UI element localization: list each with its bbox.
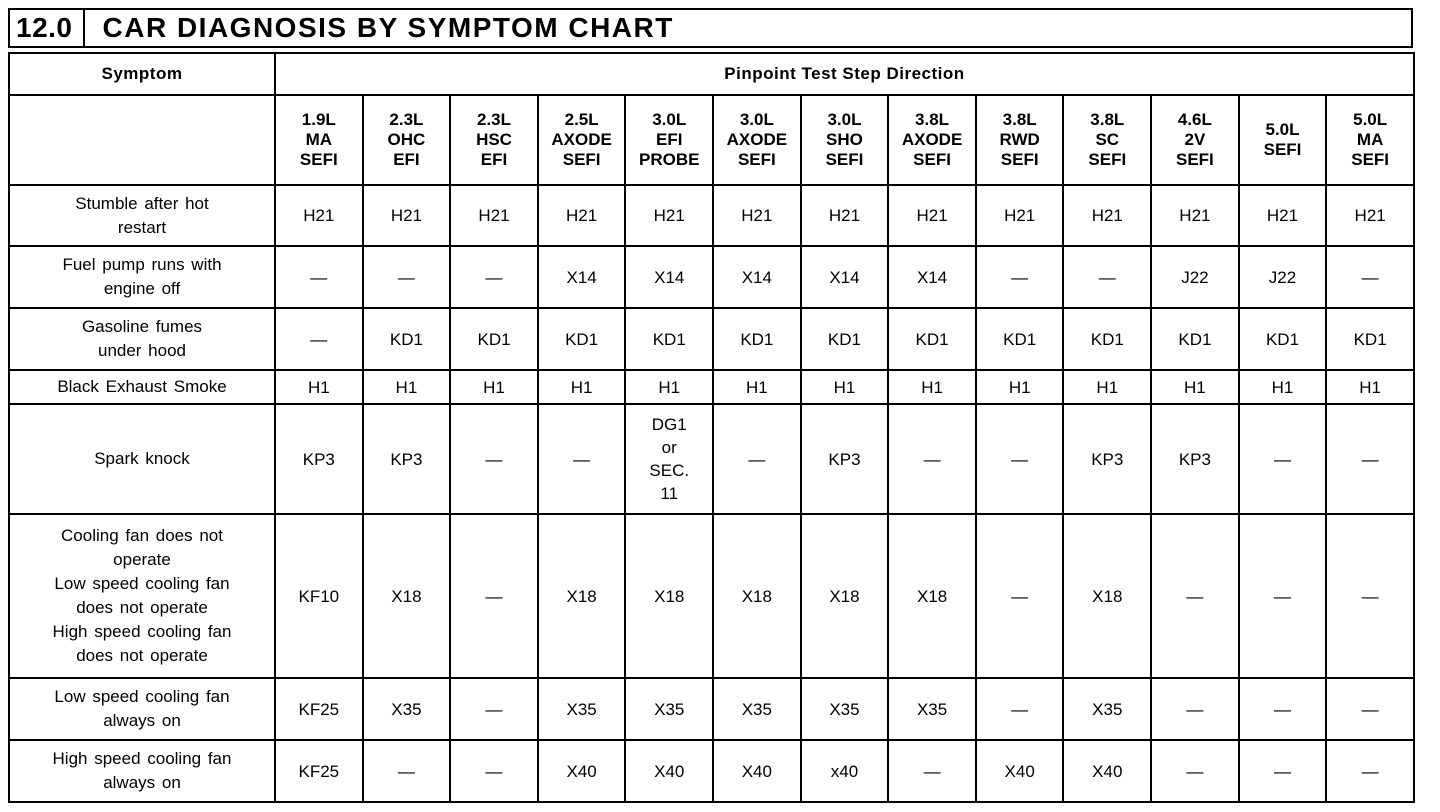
- test-step-cell: [363, 514, 451, 678]
- table-row: [9, 308, 1414, 370]
- test-step-value: H1: [658, 377, 681, 397]
- test-step-value: H21: [741, 206, 773, 225]
- test-step-cell: [275, 740, 363, 802]
- test-step-value: —: [1186, 761, 1204, 781]
- test-step-value: X40: [566, 761, 597, 781]
- test-step-value: X14: [829, 267, 860, 287]
- test-step-cell: [1063, 740, 1151, 802]
- test-step-value: H1: [1096, 377, 1119, 397]
- test-step-cell: [538, 740, 626, 802]
- test-step-value: —: [1274, 586, 1291, 606]
- test-step-cell: [1239, 185, 1327, 246]
- test-step-value: —: [1011, 699, 1029, 719]
- engine-header: [1151, 95, 1239, 185]
- test-step-cell: [275, 514, 363, 678]
- test-step-value: x40: [830, 761, 859, 781]
- test-step-value: H21: [1004, 206, 1036, 225]
- test-step-cell: [538, 404, 626, 514]
- engine-label: 1.9L MA SEFI: [299, 110, 338, 169]
- test-step-value: X35: [1092, 699, 1123, 719]
- test-step-cell: [1326, 678, 1414, 740]
- engine-header: [363, 95, 451, 185]
- engine-header-row: [9, 95, 1414, 185]
- test-step-cell: [450, 740, 538, 802]
- test-step-value: —: [923, 449, 941, 469]
- test-step-value: X18: [391, 586, 422, 606]
- test-step-cell: [625, 514, 713, 678]
- symptom-text: Low speed cooling fan always on: [54, 687, 230, 730]
- table-row: [9, 404, 1414, 514]
- test-step-cell: [625, 678, 713, 740]
- test-step-cell: [1063, 246, 1151, 308]
- test-step-value: X35: [654, 699, 685, 719]
- test-step-cell: [538, 246, 626, 308]
- test-step-value: H21: [566, 206, 598, 225]
- test-step-cell: [363, 370, 451, 404]
- test-step-cell: [625, 404, 713, 514]
- test-step-cell: [1063, 678, 1151, 740]
- test-step-cell: [976, 678, 1064, 740]
- test-step-value: X18: [1092, 586, 1123, 606]
- symptom-text: Spark knock: [94, 449, 190, 468]
- engine-label: 3.8L SC SEFI: [1088, 110, 1127, 169]
- test-step-cell: [538, 185, 626, 246]
- test-step-value: —: [1361, 586, 1379, 606]
- test-step-value: KD1: [565, 329, 599, 349]
- engine-label: 5.0L MA SEFI: [1351, 110, 1390, 169]
- symptom-cell: [9, 740, 275, 802]
- test-step-value: H21: [653, 206, 685, 225]
- test-step-cell: [363, 308, 451, 370]
- test-step-cell: [1239, 404, 1327, 514]
- test-step-cell: [363, 740, 451, 802]
- test-step-value: X18: [829, 586, 860, 606]
- test-step-cell: [713, 185, 801, 246]
- test-step-value: KD1: [1178, 329, 1212, 349]
- test-step-value: —: [485, 267, 503, 287]
- symptom-cell: [9, 514, 275, 678]
- test-step-value: H1: [307, 377, 330, 397]
- test-step-cell: [1239, 514, 1327, 678]
- test-step-cell: [363, 246, 451, 308]
- test-step-value: H1: [483, 377, 505, 397]
- symptom-cell: [9, 246, 275, 308]
- test-step-cell: [713, 246, 801, 308]
- test-step-value: KP3: [390, 449, 423, 469]
- test-step-cell: [450, 404, 538, 514]
- engine-label: 2.3L OHC EFI: [387, 110, 426, 169]
- symptom-text: High speed cooling fan always on: [52, 749, 232, 792]
- chart-title: CAR DIAGNOSIS BY SYMPTOM CHART: [102, 12, 674, 43]
- engine-label: 3.8L AXODE SEFI: [901, 110, 963, 169]
- test-step-cell: [538, 514, 626, 678]
- test-step-cell: [713, 678, 801, 740]
- test-step-value: X35: [829, 699, 860, 719]
- test-step-cell: [363, 404, 451, 514]
- test-step-cell: [888, 246, 976, 308]
- test-step-cell: [713, 308, 801, 370]
- test-step-value: H21: [303, 206, 335, 225]
- test-step-value: X35: [741, 699, 772, 719]
- test-step-cell: [801, 740, 889, 802]
- test-step-cell: [801, 514, 889, 678]
- test-step-cell: [976, 740, 1064, 802]
- test-step-cell: [1151, 370, 1239, 404]
- test-step-value: H21: [478, 206, 510, 225]
- test-step-value: X40: [1004, 761, 1035, 781]
- engine-header: [713, 95, 801, 185]
- test-step-cell: [538, 308, 626, 370]
- test-step-value: —: [1186, 586, 1204, 606]
- test-step-value: H1: [1359, 377, 1381, 397]
- test-step-cell: [363, 185, 451, 246]
- symptom-text: Stumble after hot restart: [75, 193, 209, 237]
- test-step-value: H21: [828, 206, 861, 225]
- test-step-cell: [888, 185, 976, 246]
- test-step-cell: [1326, 185, 1414, 246]
- test-step-value: —: [748, 449, 766, 469]
- symptom-cell: [9, 308, 275, 370]
- test-step-value: J22: [1181, 267, 1209, 287]
- test-step-cell: [1063, 404, 1151, 514]
- test-step-cell: [888, 514, 976, 678]
- test-step-cell: [450, 308, 538, 370]
- test-step-cell: [450, 678, 538, 740]
- test-step-value: —: [573, 449, 591, 469]
- test-step-cell: [1326, 514, 1414, 678]
- test-step-value: X14: [741, 267, 772, 287]
- test-step-cell: [1063, 185, 1151, 246]
- test-step-cell: [888, 404, 976, 514]
- test-step-cell: [713, 404, 801, 514]
- test-step-value: X18: [566, 586, 597, 606]
- test-step-value: H1: [395, 377, 418, 397]
- engine-header: [1326, 95, 1414, 185]
- symptom-cell: [9, 370, 275, 404]
- test-step-value: H21: [916, 206, 948, 225]
- test-step-value: H1: [1184, 377, 1206, 397]
- test-step-value: —: [485, 586, 503, 606]
- test-step-value: —: [485, 449, 503, 469]
- symptom-text: Fuel pump runs with engine off: [62, 255, 222, 298]
- test-step-cell: [1151, 404, 1239, 514]
- test-step-value: X14: [566, 267, 597, 287]
- table-row: [9, 514, 1414, 678]
- symptom-text: Cooling fan does not operate Low speed cooling fan does not operate High speed cooling fan does not operate: [52, 526, 232, 665]
- test-step-cell: [1239, 678, 1327, 740]
- test-step-value: H21: [1266, 206, 1299, 225]
- engine-header: [888, 95, 976, 185]
- test-step-value: H21: [390, 206, 422, 225]
- test-step-value: —: [1274, 761, 1291, 781]
- test-step-cell: [1326, 308, 1414, 370]
- test-step-value: —: [485, 699, 503, 719]
- test-step-cell: [1151, 185, 1239, 246]
- test-step-value: —: [1098, 267, 1116, 287]
- test-step-cell: [976, 404, 1064, 514]
- engine-header: [1239, 95, 1327, 185]
- test-step-value: H1: [1271, 377, 1294, 397]
- engine-header: [450, 95, 538, 185]
- test-step-cell: [888, 370, 976, 404]
- test-step-value: KD1: [1265, 329, 1300, 349]
- test-step-cell: [1063, 514, 1151, 678]
- test-step-value: H21: [1354, 206, 1386, 225]
- test-step-value: X35: [391, 699, 422, 719]
- test-step-value: KD1: [477, 329, 511, 349]
- test-step-cell: [450, 185, 538, 246]
- test-step-value: X14: [916, 267, 948, 287]
- test-step-value: H1: [1008, 377, 1031, 397]
- test-step-cell: [976, 185, 1064, 246]
- test-step-cell: [801, 308, 889, 370]
- test-step-cell: [1239, 246, 1327, 308]
- test-step-cell: [976, 308, 1064, 370]
- test-step-value: KF25: [298, 761, 340, 781]
- test-step-cell: [450, 246, 538, 308]
- test-step-cell: [713, 370, 801, 404]
- test-step-value: X18: [741, 586, 772, 606]
- test-step-value: H1: [570, 377, 593, 397]
- test-step-value: KD1: [827, 329, 861, 349]
- section-number: 12.0: [10, 10, 85, 46]
- test-step-cell: [1239, 308, 1327, 370]
- test-step-value: X40: [654, 761, 685, 781]
- table-row: [9, 246, 1414, 308]
- test-step-value: —: [310, 329, 328, 349]
- engine-label: 3.0L SHO SEFI: [825, 110, 864, 169]
- test-step-value: —: [1274, 449, 1291, 469]
- test-step-cell: [625, 308, 713, 370]
- test-step-value: —: [1186, 699, 1204, 719]
- test-step-value: H21: [1091, 206, 1123, 225]
- test-step-value: H1: [833, 377, 856, 397]
- test-step-value: —: [485, 761, 503, 781]
- engine-label: 5.0L SEFI: [1263, 120, 1302, 159]
- engine-label: 4.6L 2V SEFI: [1176, 110, 1214, 169]
- test-step-cell: [275, 308, 363, 370]
- test-step-value: —: [1361, 267, 1379, 287]
- table-row: [9, 740, 1414, 802]
- test-step-cell: [275, 370, 363, 404]
- symptom-text: Gasoline fumes under hood: [81, 317, 203, 360]
- test-step-value: KD1: [389, 329, 423, 349]
- test-step-value: KD1: [652, 329, 686, 349]
- test-step-value: KP3: [1178, 449, 1211, 469]
- test-step-value: KD1: [1003, 329, 1037, 349]
- test-step-cell: [275, 404, 363, 514]
- test-step-cell: [976, 514, 1064, 678]
- test-step-cell: [801, 678, 889, 740]
- test-step-cell: [275, 246, 363, 308]
- test-step-cell: [538, 370, 626, 404]
- test-step-value: X35: [916, 699, 948, 719]
- test-step-value: H1: [921, 377, 943, 397]
- test-step-cell: [713, 514, 801, 678]
- engine-label: 3.8L RWD SEFI: [999, 110, 1040, 169]
- engine-header: [801, 95, 889, 185]
- symptom-cell: [9, 404, 275, 514]
- test-step-value: —: [1361, 761, 1379, 781]
- test-step-value: X35: [566, 699, 597, 719]
- engine-header: [976, 95, 1064, 185]
- table-body: [9, 185, 1414, 802]
- test-step-cell: [1326, 370, 1414, 404]
- test-step-cell: [275, 678, 363, 740]
- table-row: [9, 185, 1414, 246]
- test-step-value: X14: [654, 267, 685, 287]
- chart-title-bar: [8, 8, 1413, 48]
- test-step-value: KF25: [298, 699, 340, 719]
- test-step-value: —: [1011, 267, 1029, 287]
- header-row: [9, 53, 1414, 95]
- test-step-cell: [538, 678, 626, 740]
- table-row: [9, 370, 1414, 404]
- engine-label: 3.0L AXODE SEFI: [726, 110, 788, 169]
- test-step-cell: [801, 370, 889, 404]
- engine-header: [625, 95, 713, 185]
- test-step-cell: [713, 740, 801, 802]
- symptom-cell: [9, 185, 275, 246]
- test-step-value: KP3: [828, 449, 861, 469]
- test-step-value: KD1: [1090, 329, 1124, 349]
- test-step-cell: [363, 678, 451, 740]
- test-step-value: —: [1011, 586, 1029, 606]
- test-step-cell: [1326, 404, 1414, 514]
- test-step-value: —: [310, 267, 328, 287]
- test-step-cell: [625, 370, 713, 404]
- test-step-cell: [1326, 740, 1414, 802]
- test-step-value: KP3: [302, 449, 335, 469]
- test-step-value: KD1: [915, 329, 949, 349]
- test-step-value: KD1: [740, 329, 774, 349]
- test-step-value: X40: [741, 761, 772, 781]
- test-step-value: DG1 or SEC. 11: [649, 415, 690, 503]
- engine-header: [1063, 95, 1151, 185]
- test-step-cell: [1239, 370, 1327, 404]
- engine-label: 2.5L AXODE SEFI: [551, 110, 612, 169]
- test-step-cell: [1063, 308, 1151, 370]
- direction-header: Pinpoint Test Step Direction: [275, 53, 1414, 95]
- test-step-value: KP3: [1091, 449, 1124, 469]
- test-step-cell: [625, 246, 713, 308]
- engine-header: [275, 95, 363, 185]
- test-step-cell: [888, 308, 976, 370]
- test-step-cell: [976, 370, 1064, 404]
- test-step-cell: [801, 185, 889, 246]
- test-step-value: —: [397, 267, 415, 287]
- test-step-value: J22: [1268, 267, 1297, 287]
- test-step-value: KF10: [298, 586, 340, 606]
- symptom-header: Symptom: [9, 53, 275, 95]
- test-step-cell: [801, 246, 889, 308]
- engine-header: [538, 95, 626, 185]
- test-step-value: —: [1011, 449, 1029, 469]
- test-step-cell: [1151, 514, 1239, 678]
- test-step-value: X18: [654, 586, 685, 606]
- test-step-value: H21: [1179, 206, 1211, 225]
- test-step-cell: [1151, 246, 1239, 308]
- test-step-cell: [450, 370, 538, 404]
- test-step-value: X18: [916, 586, 948, 606]
- engine-label: 3.0L EFI PROBE: [639, 110, 700, 169]
- test-step-value: —: [397, 761, 415, 781]
- test-step-value: KD1: [1353, 329, 1387, 349]
- diagnosis-table: [8, 52, 1415, 803]
- test-step-value: —: [1361, 449, 1379, 469]
- test-step-cell: [275, 185, 363, 246]
- test-step-cell: [1239, 740, 1327, 802]
- symptom-blank-cell: [9, 95, 275, 185]
- test-step-value: —: [1361, 699, 1379, 719]
- test-step-cell: [1063, 370, 1151, 404]
- engine-label: 2.3L HSC EFI: [476, 110, 512, 169]
- test-step-cell: [888, 740, 976, 802]
- table-row: [9, 678, 1414, 740]
- test-step-cell: [625, 185, 713, 246]
- test-step-cell: [1151, 308, 1239, 370]
- test-step-cell: [976, 246, 1064, 308]
- test-step-cell: [888, 678, 976, 740]
- test-step-value: H1: [745, 377, 768, 397]
- test-step-cell: [1151, 678, 1239, 740]
- test-step-value: X40: [1092, 761, 1123, 781]
- test-step-value: —: [923, 761, 941, 781]
- test-step-cell: [625, 740, 713, 802]
- symptom-cell: [9, 678, 275, 740]
- test-step-cell: [450, 514, 538, 678]
- test-step-cell: [801, 404, 889, 514]
- symptom-text: Black Exhaust Smoke: [57, 377, 227, 396]
- test-step-cell: [1326, 246, 1414, 308]
- test-step-value: —: [1274, 699, 1291, 719]
- test-step-cell: [1151, 740, 1239, 802]
